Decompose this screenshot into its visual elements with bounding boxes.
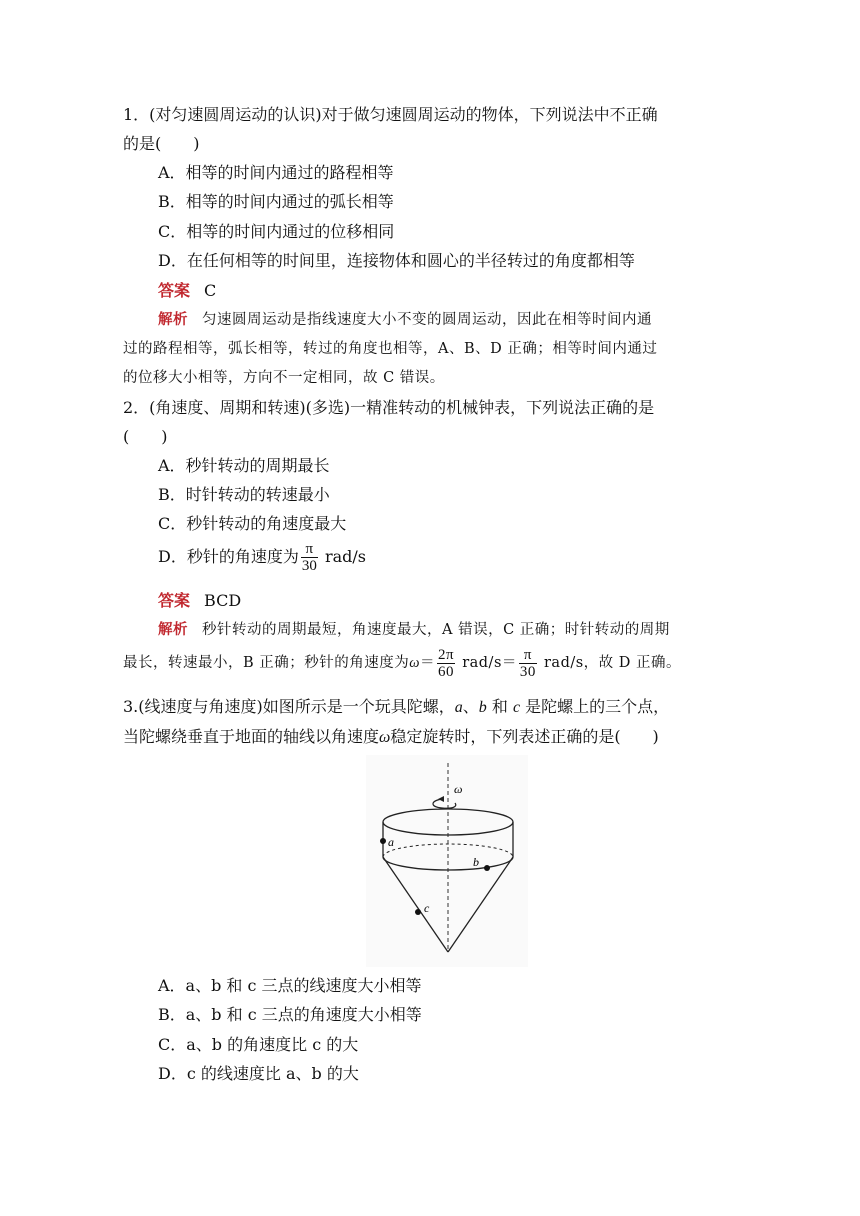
q3-number: 3. <box>123 697 139 716</box>
unit-text: rad/s <box>324 547 366 566</box>
figure-label-c: c <box>424 901 430 915</box>
pi-over-30-fraction <box>301 541 318 574</box>
q2-option-b: B．时针转动的转速最小 <box>158 485 330 504</box>
answer-label: 答案 <box>158 281 191 300</box>
q1-option-a: A．相等的时间内通过的路程相等 <box>158 163 394 182</box>
equals-sign: ＝ <box>420 655 436 671</box>
q2-analysis-line2 <box>123 646 743 680</box>
fraction-numerator: π <box>519 647 537 664</box>
conjunction: 和 <box>486 697 513 716</box>
q2-answer <box>158 590 778 612</box>
q1-analysis-line3: 的位移大小相等，方向不一定相同，故 C 错误。 <box>123 370 445 386</box>
q2-option-c: C．秒针转动的角速度最大 <box>158 514 347 533</box>
fraction-numerator: π <box>301 541 318 558</box>
q3-option-d: D．c 的线速度比 a、b 的大 <box>158 1064 359 1083</box>
q2-analysis-text1: 秒针转动的周期最短，角速度最大，A 错误，C 正确；时针转动的周期 <box>202 622 670 638</box>
q2-stem-line1: 2．(角速度、周期和转速)(多选)一精准转动的机械钟表，下列说法正确的是 <box>123 398 655 417</box>
q1-stem-line2: 的是( ) <box>123 134 200 153</box>
unit-text: rad/s <box>462 655 502 671</box>
q1-analysis-line2: 过的路程相等，弧长相等，转过的角度也相等，A、B、D 正确；相等时间内通过 <box>123 341 658 357</box>
q1-option-b: B．相等的时间内通过的弧长相等 <box>158 192 394 211</box>
spinning-top-figure <box>366 755 528 967</box>
point-a <box>380 838 386 844</box>
q1-analysis-text1: 匀速圆周运动是指线速度大小不变的圆周运动，因此在相等时间内通 <box>202 312 652 328</box>
q1-option-d: D．在任何相等的时间里，连接物体和圆心的半径转过的角度都相等 <box>158 251 635 270</box>
q3-stem-line2 <box>123 726 743 749</box>
q1-analysis-line1 <box>158 309 778 331</box>
q2-option-d <box>158 540 778 574</box>
separator: 、 <box>462 697 479 716</box>
answer-label: 答案 <box>158 591 191 610</box>
q2-answer-value: BCD <box>204 591 242 610</box>
figure-label-omega: ω <box>454 782 463 796</box>
q3-stem-text-end: 是陀螺上的三个点， <box>520 697 670 716</box>
figure-background <box>366 755 528 967</box>
analysis-label: 解析 <box>158 311 188 328</box>
fraction-denominator: 30 <box>519 663 536 680</box>
q3-option-a: A．a、b 和 c 三点的线速度大小相等 <box>158 976 422 995</box>
q3-option-b: B．a、b 和 c 三点的角速度大小相等 <box>158 1005 422 1024</box>
q2-analysis-text2: 最长，转速最小，B 正确；秒针的角速度为 <box>123 655 410 671</box>
q3-stem-text: (线速度与角速度)如图所示是一个玩具陀螺， <box>138 697 455 716</box>
figure-label-b: b <box>473 855 479 869</box>
q1-answer <box>158 280 778 302</box>
q2-stem-line2: ( ) <box>123 427 168 446</box>
omega-symbol: ω <box>409 655 421 671</box>
analysis-label: 解析 <box>158 621 188 638</box>
q3-stem-text2: 当陀螺绕垂直于地面的轴线以角速度 <box>123 727 380 746</box>
var-c: c <box>512 699 521 716</box>
q1-stem-line1: 1．(对匀速圆周运动的认识)对于做匀速圆周运动的物体，下列说法中不正确 <box>123 105 658 124</box>
2pi-over-60-fraction <box>437 647 455 680</box>
figure-label-a: a <box>388 835 394 849</box>
equals-sign: ＝ <box>501 655 517 671</box>
var-b: b <box>478 699 487 716</box>
q2-option-a: A．秒针转动的周期最长 <box>158 456 330 475</box>
q2-analysis-text2-end: rad/s，故 D 正确。 <box>544 655 682 671</box>
fraction-denominator: 60 <box>438 663 455 680</box>
pi-over-30-fraction <box>519 647 537 680</box>
point-b <box>484 865 490 871</box>
point-c <box>415 909 421 915</box>
q1-answer-value: C <box>204 281 217 300</box>
q2-option-d-text: D．秒针的角速度为 <box>158 547 299 566</box>
q3-stem-text2-end: 稳定旋转时，下列表述正确的是( ) <box>390 727 659 746</box>
q3-stem-line1 <box>123 696 743 719</box>
fraction-numerator: 2π <box>438 646 455 663</box>
omega-symbol: ω <box>379 729 391 746</box>
q2-analysis-line1 <box>158 619 778 641</box>
fraction-denominator: 30 <box>301 558 317 574</box>
var-a: a <box>454 699 463 716</box>
q1-option-c: C．相等的时间内通过的位移相同 <box>158 222 395 241</box>
q3-option-c: C．a、b 的角速度比 c 的大 <box>158 1035 359 1054</box>
